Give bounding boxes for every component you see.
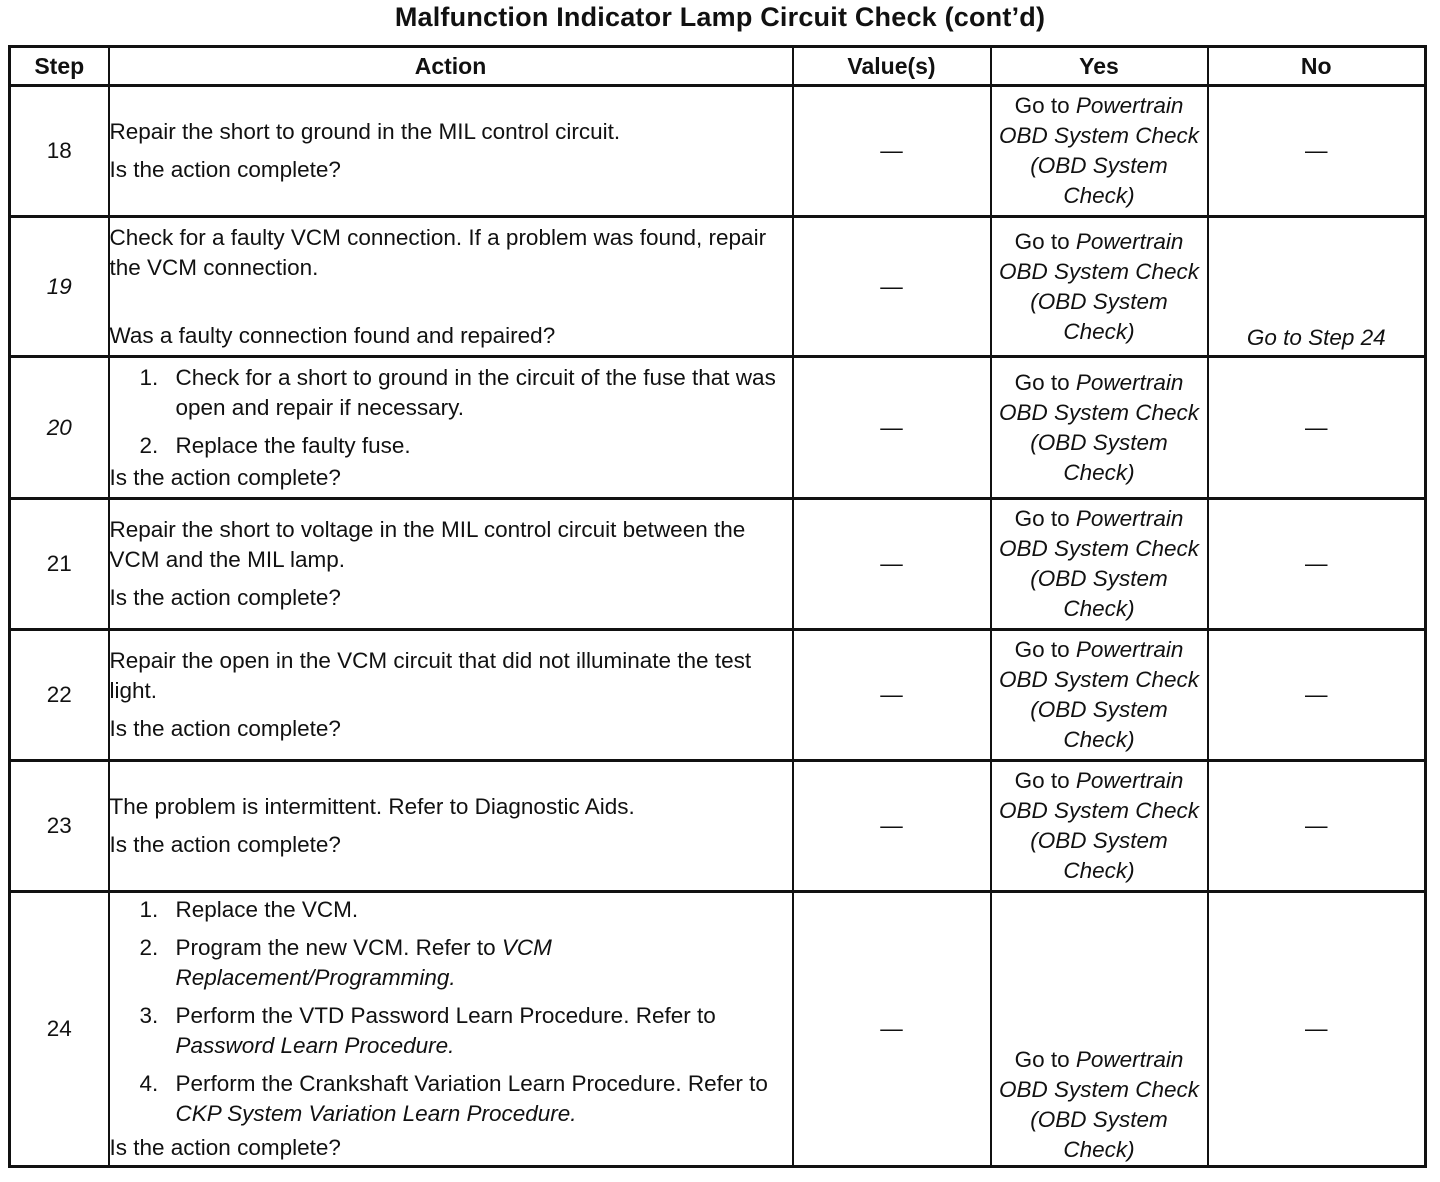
action-steps <box>110 363 792 461</box>
item-number: 3. <box>139 1003 159 1028</box>
action-cell <box>109 761 793 892</box>
action-cell <box>109 892 793 1167</box>
yes-reference: Powertrain OBD System Check (OBD System Check) <box>998 768 1200 883</box>
step-number: 23 <box>10 761 109 892</box>
yes-lead: Go to <box>1014 1047 1076 1072</box>
yes-cell <box>991 357 1208 499</box>
action-question: Is the action complete? <box>109 716 341 741</box>
item-number: 1. <box>139 364 159 390</box>
yes-reference: Powertrain OBD System Check (OBD System Check) <box>998 93 1200 208</box>
action-question: Is the action complete? <box>109 1135 341 1160</box>
value-cell: — <box>793 761 991 892</box>
list-item <box>140 895 792 925</box>
diagnostic-table <box>8 45 1427 1168</box>
value-cell: — <box>793 357 991 499</box>
action-cell <box>109 217 793 357</box>
col-header-yes: Yes <box>991 47 1208 86</box>
col-header-no: No <box>1208 47 1426 86</box>
action-steps <box>110 895 792 1129</box>
action-question: Is the action complete? <box>109 157 341 182</box>
list-item <box>140 1001 792 1061</box>
yes-lead: Go to <box>1014 506 1076 531</box>
yes-reference: Powertrain OBD System Check (OBD System Check) <box>998 369 1200 485</box>
action-cell <box>109 86 793 217</box>
item-text: Check for a short to ground in the circuit of the fuse that was open and repair if necessary. <box>175 364 776 420</box>
step-number: 20 <box>10 357 109 499</box>
yes-reference: Powertrain OBD System Check (OBD System Check) <box>998 1047 1200 1162</box>
action-text: The problem is intermittent. Refer to Diagnostic Aids. <box>109 794 635 819</box>
action-question: Is the action complete? <box>109 464 341 490</box>
action-cell <box>109 499 793 630</box>
item-reference: Password Learn Procedure. <box>175 1033 455 1058</box>
value-cell: — <box>793 892 991 1167</box>
yes-lead: Go to <box>1014 93 1076 118</box>
yes-cell <box>991 630 1208 761</box>
step-number: 18 <box>10 86 109 217</box>
yes-lead: Go to <box>1014 768 1076 793</box>
list-item <box>140 933 792 993</box>
no-cell: — <box>1208 86 1426 217</box>
step-number: 21 <box>10 499 109 630</box>
list-item <box>140 1069 792 1129</box>
yes-reference: Powertrain OBD System Check (OBD System Check) <box>998 228 1200 344</box>
yes-reference: Powertrain OBD System Check (OBD System Check) <box>998 637 1200 752</box>
item-text: Replace the faulty fuse. <box>175 432 411 458</box>
no-cell: — <box>1208 630 1426 761</box>
value-cell: — <box>793 86 991 217</box>
yes-lead: Go to <box>1014 637 1076 662</box>
table-row <box>10 86 1426 217</box>
yes-cell <box>991 86 1208 217</box>
table-row <box>10 357 1426 499</box>
value-cell: — <box>793 217 991 357</box>
step-number: 24 <box>10 892 109 1167</box>
page-title: Malfunction Indicator Lamp Circuit Check (cont’d) <box>394 2 1046 32</box>
action-text: Repair the short to ground in the MIL control circuit. <box>109 119 621 144</box>
value-cell: — <box>793 630 991 761</box>
action-text: Check for a faulty VCM connection. If a problem was found, repair the VCM connection. <box>109 224 767 280</box>
list-item <box>140 431 792 461</box>
item-text: Program the new VCM. Refer to <box>175 935 502 960</box>
header-row <box>10 47 1426 86</box>
item-number: 4. <box>139 1071 159 1096</box>
action-text: Repair the short to voltage in the MIL control circuit between the VCM and the MIL lamp. <box>109 517 746 572</box>
item-text: Perform the VTD Password Learn Procedure. Refer to <box>175 1003 716 1028</box>
item-reference: VCM Replacement/Programming. <box>175 935 552 990</box>
col-header-step: Step <box>10 47 109 86</box>
yes-reference: Powertrain OBD System Check (OBD System Check) <box>998 506 1200 621</box>
no-cell: — <box>1208 892 1426 1167</box>
yes-cell <box>991 761 1208 892</box>
no-cell: — <box>1208 499 1426 630</box>
action-text: Repair the open in the VCM circuit that did not illuminate the test light. <box>109 648 752 703</box>
step-number: 22 <box>10 630 109 761</box>
yes-cell <box>991 217 1208 357</box>
action-question: Was a faulty connection found and repaired? <box>109 322 556 348</box>
list-item <box>140 363 792 423</box>
table-row <box>10 499 1426 630</box>
item-reference: CKP System Variation Learn Procedure. <box>175 1101 577 1126</box>
step-number: 19 <box>10 217 109 357</box>
no-cell: — <box>1208 357 1426 499</box>
table-row <box>10 892 1426 1167</box>
table-row <box>10 217 1426 357</box>
table-row <box>10 630 1426 761</box>
no-cell: Go to Step 24 <box>1208 217 1426 357</box>
item-number: 2. <box>139 935 159 960</box>
item-text: Perform the Crankshaft Variation Learn Procedure. Refer to <box>175 1071 768 1096</box>
yes-cell <box>991 892 1208 1167</box>
yes-lead: Go to <box>1014 228 1076 254</box>
item-number: 1. <box>139 897 159 922</box>
action-question: Is the action complete? <box>109 832 341 857</box>
action-cell <box>109 357 793 499</box>
action-question: Is the action complete? <box>109 585 341 610</box>
item-number: 2. <box>139 432 159 458</box>
table-row <box>10 761 1426 892</box>
item-text: Replace the VCM. <box>175 897 359 922</box>
yes-lead: Go to <box>1014 369 1076 395</box>
col-header-values: Value(s) <box>793 47 991 86</box>
value-cell: — <box>793 499 991 630</box>
action-cell <box>109 630 793 761</box>
no-cell: — <box>1208 761 1426 892</box>
yes-cell <box>991 499 1208 630</box>
col-header-action: Action <box>109 47 793 86</box>
